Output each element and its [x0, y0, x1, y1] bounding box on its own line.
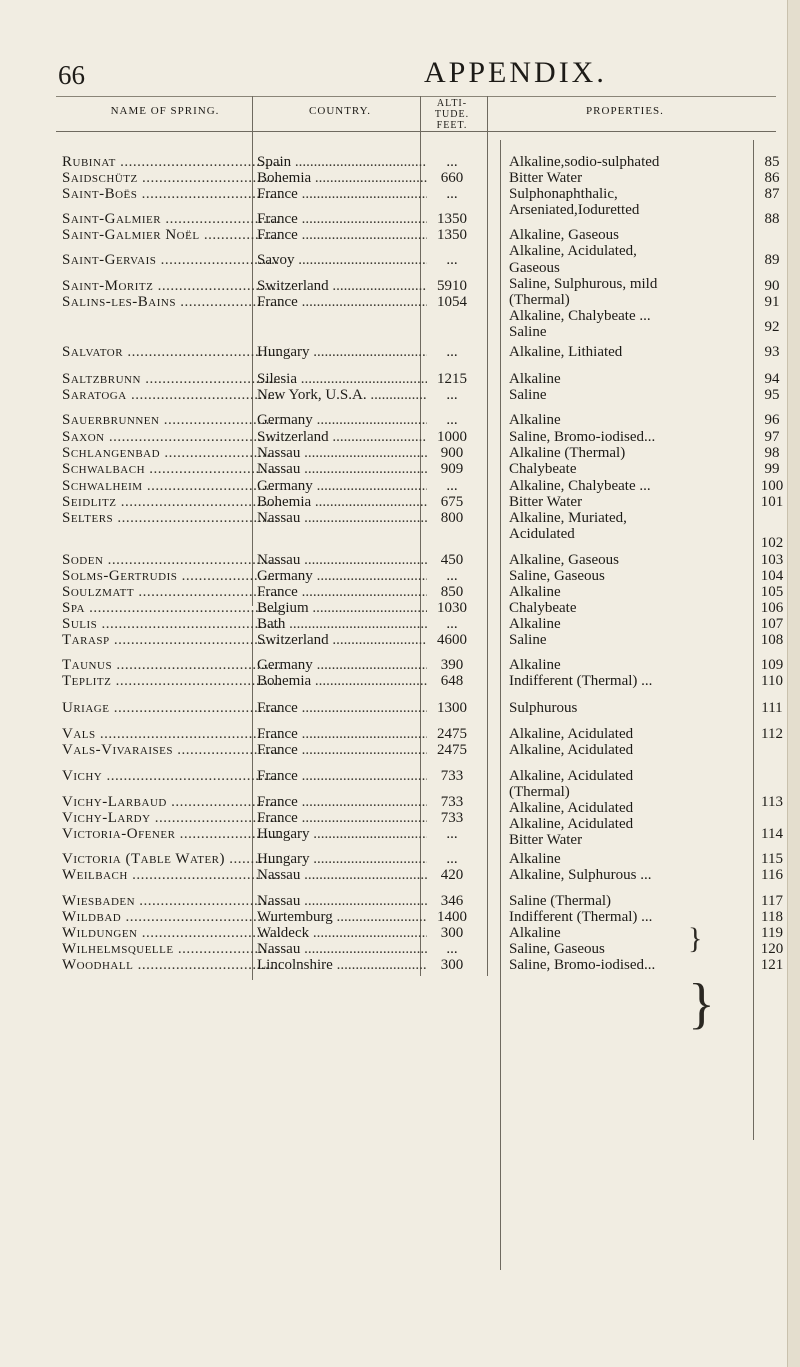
- spring-altitude: 300: [440, 925, 464, 941]
- spring-name: Saint-Moritz .....: [62, 278, 280, 295]
- spring-country: Nassau .....: [257, 867, 427, 884]
- spring-altitude: 660: [440, 170, 464, 186]
- header-country: COUNTRY.: [309, 105, 371, 117]
- spring-ref-number: 114: [761, 826, 783, 842]
- spring-ref-number: 89: [764, 252, 780, 268]
- spring-altitude: 1000: [437, 429, 467, 445]
- spring-ref-number: 108: [760, 632, 784, 648]
- spring-country: France .....: [257, 584, 427, 601]
- spring-country: France .....: [257, 742, 427, 759]
- spring-country: France .....: [257, 227, 427, 244]
- spring-altitude: 733: [440, 768, 464, 784]
- spring-altitude: 800: [440, 510, 464, 526]
- spring-ref-number: 92: [764, 319, 780, 335]
- spring-ref-number: 97: [764, 429, 780, 445]
- spring-country: Bohemia .....: [257, 673, 427, 690]
- spring-altitude: 4600: [437, 632, 467, 648]
- spring-ref-number: 121: [760, 957, 784, 973]
- spring-name: Vichy .....: [62, 768, 280, 785]
- spring-altitude: 850: [440, 584, 464, 600]
- spring-country: Switzerland .....: [257, 632, 427, 649]
- spring-properties: Alkaline, Acidulated,: [509, 243, 637, 259]
- spring-ref-number: 101: [760, 494, 784, 510]
- spring-ref-number: 105: [760, 584, 784, 600]
- spring-country: Nassau .....: [257, 461, 427, 478]
- spring-ref-number: 96: [764, 412, 780, 428]
- brace-vals: }: [688, 922, 703, 955]
- spring-altitude: 1400: [437, 909, 467, 925]
- spring-ref-number: 102: [760, 535, 784, 551]
- spring-properties: Indifferent (Thermal) ...: [509, 673, 653, 689]
- spring-altitude: ...: [446, 941, 458, 957]
- spring-name: Wiesbaden .....: [62, 893, 280, 910]
- spring-country: Waldeck .....: [257, 925, 427, 942]
- spring-altitude: ...: [446, 851, 458, 867]
- spring-country: Belgium .....: [257, 600, 427, 617]
- spring-properties: Gaseous: [509, 260, 560, 276]
- spring-properties: Alkaline, Muriated,: [509, 510, 627, 526]
- spring-properties: Saline, Gaseous: [509, 941, 605, 957]
- spring-properties: Alkaline: [509, 657, 561, 673]
- spring-country: Bath .....: [257, 616, 427, 633]
- spring-altitude: ...: [446, 344, 458, 360]
- spring-ref-number: 119: [761, 925, 783, 941]
- spring-properties: Alkaline, Chalybeate ...: [509, 478, 651, 494]
- spring-country: Germany .....: [257, 478, 427, 495]
- spring-ref-number: 91: [764, 294, 780, 310]
- spring-country: Germany .....: [257, 657, 427, 674]
- spring-name: Sulis .....: [62, 616, 280, 633]
- spring-properties: (Thermal): [509, 292, 570, 308]
- spring-altitude: 675: [440, 494, 464, 510]
- spring-country: France .....: [257, 794, 427, 811]
- spring-properties: Sulphonaphthalic,: [509, 186, 618, 202]
- spring-country: Hungary .....: [257, 826, 427, 843]
- spring-ref-number: 109: [760, 657, 784, 673]
- spring-country: France .....: [257, 700, 427, 717]
- spring-altitude: 648: [440, 673, 464, 689]
- spring-name: Victoria (Table Water) .....: [62, 851, 280, 868]
- spring-country: Nassau .....: [257, 893, 427, 910]
- spring-country: France .....: [257, 211, 427, 228]
- spring-country: Spain .....: [257, 154, 427, 171]
- spring-altitude: 300: [440, 957, 464, 973]
- spring-properties: Alkaline, Chalybeate ...: [509, 308, 651, 324]
- spring-name: Solms-Gertrudis .....: [62, 568, 280, 585]
- spring-ref-number: 117: [761, 893, 783, 909]
- spring-name: Wilhelmsquelle .....: [62, 941, 280, 958]
- spring-name: Vals .....: [62, 726, 280, 743]
- spring-ref-number: 111: [761, 700, 783, 716]
- header-altitude-2: TUDE.: [434, 109, 470, 120]
- spring-properties: Acidulated: [509, 526, 575, 542]
- spring-name: Schwalheim .....: [62, 478, 280, 495]
- spring-country: France .....: [257, 726, 427, 743]
- header-altitude-3: FEET.: [436, 120, 468, 131]
- spring-altitude: 390: [440, 657, 464, 673]
- spring-name: Schwalbach .....: [62, 461, 280, 478]
- spring-altitude: 2475: [437, 726, 467, 742]
- spring-ref-number: 107: [760, 616, 784, 632]
- spring-name: Saint-Galmier Noël .....: [62, 227, 280, 244]
- spring-ref-number: 110: [761, 673, 783, 689]
- spring-name: Saratoga .....: [62, 387, 280, 404]
- spring-ref-number: 86: [764, 170, 780, 186]
- spring-name: Taunus .....: [62, 657, 280, 674]
- spring-name: Vichy-Lardy .....: [62, 810, 280, 827]
- spring-properties: Chalybeate: [509, 600, 577, 616]
- spring-properties: Alkaline, Acidulated: [509, 800, 634, 816]
- spring-altitude: ...: [446, 826, 458, 842]
- spring-name: Salvator .....: [62, 344, 280, 361]
- spring-ref-number: 100: [760, 478, 784, 494]
- spring-properties: Saline, Bromo-iodised...: [509, 957, 656, 973]
- spring-country: Wurtemburg .....: [257, 909, 427, 926]
- spring-country: France .....: [257, 768, 427, 785]
- spring-name: Saint-Galmier .....: [62, 211, 280, 228]
- spring-ref-number: 116: [761, 867, 783, 883]
- running-head: APPENDIX.: [424, 56, 607, 89]
- spring-properties: Alkaline: [509, 412, 561, 428]
- spring-altitude: ...: [446, 387, 458, 403]
- spring-properties: Alkaline, Acidulated: [509, 742, 634, 758]
- spring-altitude: 2475: [437, 742, 467, 758]
- spring-altitude: ...: [446, 478, 458, 494]
- spring-country: Germany .....: [257, 412, 427, 429]
- spring-properties: Saline: [509, 387, 547, 403]
- spring-properties: Sulphurous: [509, 700, 578, 716]
- spring-name: Saxon .....: [62, 429, 280, 446]
- spring-properties: Chalybeate: [509, 461, 577, 477]
- spring-ref-number: 88: [764, 211, 780, 227]
- spring-ref-number: 87: [764, 186, 780, 202]
- spring-ref-number: 103: [760, 552, 784, 568]
- spring-properties: Saline, Sulphurous, mild: [509, 276, 658, 292]
- spring-name: Vals-Vivaraises .....: [62, 742, 280, 759]
- spring-altitude: 1030: [437, 600, 467, 616]
- spring-country: France .....: [257, 186, 427, 203]
- spring-properties: Alkaline, Sulphurous ...: [509, 867, 652, 883]
- spring-properties: Saline (Thermal): [509, 893, 612, 909]
- spring-properties: Alkaline, Acidulated: [509, 726, 634, 742]
- spring-properties: Arseniated,Ioduretted: [509, 202, 640, 218]
- spring-name: Tarasp .....: [62, 632, 280, 649]
- spring-altitude: ...: [446, 568, 458, 584]
- spring-country: Switzerland .....: [257, 429, 427, 446]
- spring-name: Woodhall .....: [62, 957, 280, 974]
- spring-name: Spa .....: [62, 600, 280, 617]
- spring-name: Uriage .....: [62, 700, 280, 717]
- spring-name: Soulzmatt .....: [62, 584, 280, 601]
- spring-name: Saint-Boës .....: [62, 186, 280, 203]
- spring-country: Nassau .....: [257, 941, 427, 958]
- spring-ref-number: 113: [761, 794, 783, 810]
- spring-altitude: 733: [440, 810, 464, 826]
- spring-properties: Alkaline (Thermal): [509, 445, 626, 461]
- spring-ref-number: 99: [764, 461, 780, 477]
- spring-ref-number: 98: [764, 445, 780, 461]
- spring-ref-number: 118: [761, 909, 783, 925]
- spring-altitude: 900: [440, 445, 464, 461]
- spring-country: Hungary .....: [257, 851, 427, 868]
- spring-name: Weilbach .....: [62, 867, 280, 884]
- spring-name: Wildbad .....: [62, 909, 280, 926]
- spring-properties: Alkaline,sodio-sulphated: [509, 154, 660, 170]
- spring-properties: Bitter Water: [509, 170, 583, 186]
- spring-ref-number: 90: [764, 278, 780, 294]
- header-altitude-1: ALTI-: [436, 98, 468, 109]
- spring-properties: Saline: [509, 632, 547, 648]
- spring-properties: Bitter Water: [509, 494, 583, 510]
- spring-altitude: ...: [446, 154, 458, 170]
- spring-properties: Bitter Water: [509, 832, 583, 848]
- spring-altitude: 1300: [437, 700, 467, 716]
- spring-country: Germany .....: [257, 568, 427, 585]
- spring-country: Bohemia .....: [257, 494, 427, 511]
- spring-altitude: 346: [440, 893, 464, 909]
- spring-properties: Alkaline: [509, 584, 561, 600]
- spring-ref-number: 104: [760, 568, 784, 584]
- spring-name: Wildungen .....: [62, 925, 280, 942]
- page-edge: [787, 0, 800, 1367]
- spring-altitude: 1054: [437, 294, 467, 310]
- spring-name: Saltzbrunn .....: [62, 371, 280, 388]
- spring-properties: Alkaline: [509, 851, 561, 867]
- spring-name: Victoria-Ofener .....: [62, 826, 280, 843]
- spring-altitude: 909: [440, 461, 464, 477]
- spring-country: Switzerland .....: [257, 278, 427, 295]
- spring-name: Seidlitz .....: [62, 494, 280, 511]
- spring-name: Rubinat .....: [62, 154, 280, 171]
- spring-name: Salins-les-Bains .....: [62, 294, 280, 311]
- spring-ref-number: 120: [760, 941, 784, 957]
- spring-properties: Alkaline: [509, 371, 561, 387]
- spring-name: Teplitz .....: [62, 673, 280, 690]
- spring-properties: Alkaline, Acidulated: [509, 816, 634, 832]
- spring-properties: Indifferent (Thermal) ...: [509, 909, 653, 925]
- spring-ref-number: 95: [764, 387, 780, 403]
- header-properties: PROPERTIES.: [586, 105, 664, 117]
- spring-ref-number: 93: [764, 344, 780, 360]
- spring-name: Sauerbrunnen .....: [62, 412, 280, 429]
- spring-properties: Alkaline, Acidulated: [509, 768, 634, 784]
- spring-ref-number: 115: [761, 851, 783, 867]
- spring-name: Soden .....: [62, 552, 280, 569]
- spring-properties: Saline: [509, 324, 547, 340]
- spring-country: Lincolnshire .....: [257, 957, 427, 974]
- spring-altitude: 1350: [437, 227, 467, 243]
- spring-ref-number: 94: [764, 371, 780, 387]
- brace-vichy: }: [688, 973, 715, 1035]
- spring-country: Silesia .....: [257, 371, 427, 388]
- spring-altitude: ...: [446, 252, 458, 268]
- spring-country: New York, U.S.A. .....: [257, 387, 427, 404]
- spring-country: Nassau .....: [257, 552, 427, 569]
- header-name: NAME OF SPRING.: [110, 105, 220, 117]
- spring-altitude: 5910: [437, 278, 467, 294]
- page-number: 66: [58, 60, 85, 90]
- spring-properties: Saline, Bromo-iodised...: [509, 429, 656, 445]
- spring-country: Bohemia .....: [257, 170, 427, 187]
- spring-name: Selters .....: [62, 510, 280, 527]
- spring-properties: Alkaline, Gaseous: [509, 552, 619, 568]
- spring-country: France .....: [257, 810, 427, 827]
- spring-name: Vichy-Larbaud .....: [62, 794, 280, 811]
- spring-altitude: 1350: [437, 211, 467, 227]
- spring-properties: Alkaline, Lithiated: [509, 344, 623, 360]
- spring-altitude: ...: [446, 412, 458, 428]
- spring-country: Savoy .....: [257, 252, 427, 269]
- spring-altitude: 450: [440, 552, 464, 568]
- spring-ref-number: 112: [761, 726, 783, 742]
- spring-properties: (Thermal): [509, 784, 570, 800]
- spring-name: Saint-Gervais .....: [62, 252, 280, 269]
- spring-country: Nassau .....: [257, 510, 427, 527]
- spring-ref-number: 85: [764, 154, 780, 170]
- spring-country: Hungary .....: [257, 344, 427, 361]
- spring-altitude: 733: [440, 794, 464, 810]
- spring-country: Nassau .....: [257, 445, 427, 462]
- spring-name: Saidschütz .....: [62, 170, 280, 187]
- spring-properties: Alkaline, Gaseous: [509, 227, 619, 243]
- spring-altitude: 420: [440, 867, 464, 883]
- spring-altitude: 1215: [437, 371, 467, 387]
- spring-name: Schlangenbad .....: [62, 445, 280, 462]
- spring-ref-number: 106: [760, 600, 784, 616]
- spring-altitude: ...: [446, 616, 458, 632]
- spring-properties: Saline, Gaseous: [509, 568, 605, 584]
- spring-country: France .....: [257, 294, 427, 311]
- spring-properties: Alkaline: [509, 616, 561, 632]
- spring-properties: Alkaline: [509, 925, 561, 941]
- spring-altitude: ...: [446, 186, 458, 202]
